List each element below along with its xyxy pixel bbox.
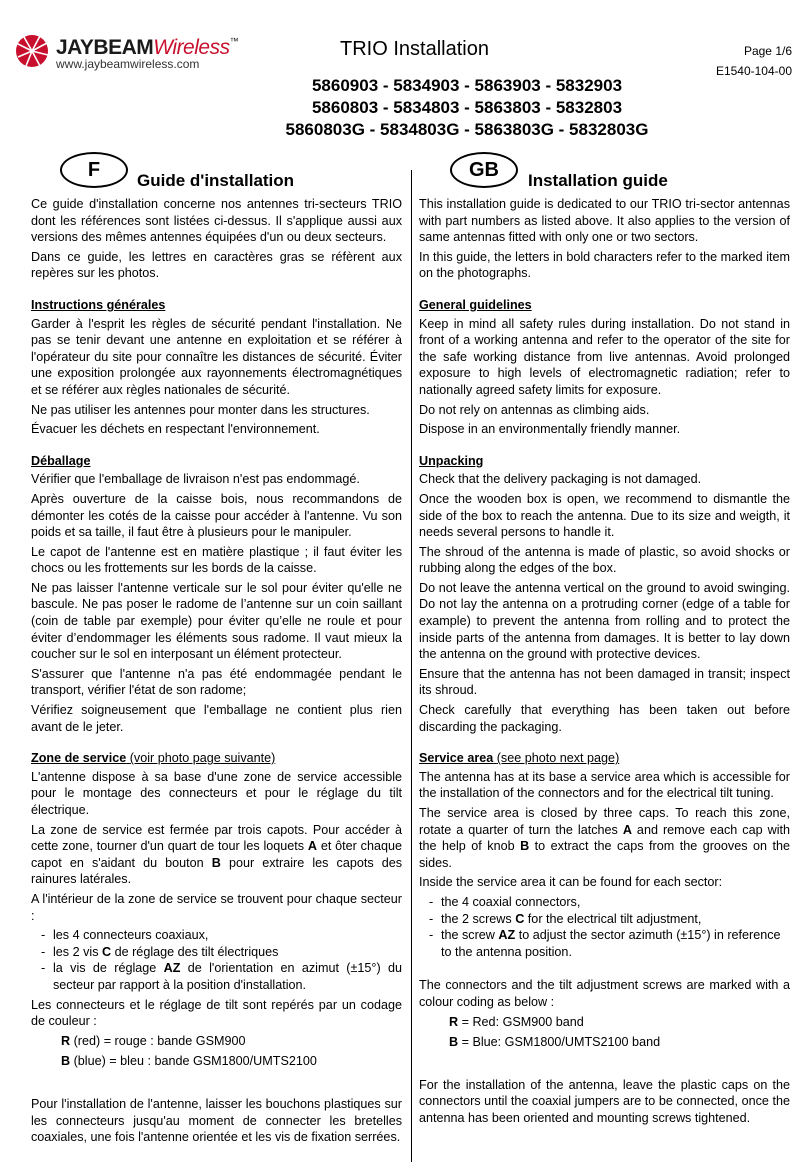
paragraph: Après ouverture de la caisse bois, nous recommandons de démonter les cotés de la caisse pour accéder à l'antenne. Vu son poids et sa taille, il faut être à plusieurs pour le manipuler. [31, 491, 402, 540]
paragraph: Ne pas laisser l'antenne verticale sur le sol pour éviter qu'elle ne bascule. Ne pas poser le radome de l’antenne sur un coin saillant (coin de table par exemple) pour éviter qu’elle ne roule et pour éviter d’endommager les éléments sous radome. Il vaut mieux la coucher sur le sol en interposant un élément protecteur. [31, 580, 402, 662]
unpacking-title: Unpacking [419, 453, 484, 468]
brand-main: JAYBEAM [56, 36, 154, 59]
spacer [31, 1074, 402, 1096]
marker-az: AZ [163, 961, 181, 976]
list-item: - the 4 coaxial connectors, [419, 894, 790, 911]
text-run: pour extraire les capots des rainures latérales. [31, 855, 403, 887]
paragraph [419, 805, 790, 871]
marker-b: B [211, 855, 221, 870]
text-run: de réglage des tilt électriques [111, 944, 279, 959]
code-letter: R [61, 1033, 71, 1048]
spacer [419, 963, 790, 977]
paragraph: Do not leave the antenna vertical on the ground to avoid swinging. Do not lay the antenna on a protruding corner (edge of a table for example) to prevent the antenna from rolling and to protect the inside parts of the antenna from damages. It is better to lay down the antenna on the ground with protective devices. [419, 580, 790, 662]
brand-logo [14, 33, 244, 73]
brand-wireless: Wireless [153, 36, 230, 59]
text-run: de l'orientation en azimut (±15°) du secteur par rapport à la position d'installation. [53, 961, 402, 992]
service-area-title-text: Service area [419, 751, 494, 766]
service-area-title [31, 750, 402, 767]
english-column [419, 196, 790, 1130]
document-title: TRIO Installation [340, 38, 489, 60]
components-list [31, 927, 402, 993]
section-heading-en: Installation guide [528, 171, 668, 190]
text-run: and remove each cap with the help of knob [419, 822, 790, 854]
paragraph: Inside the service area it can be found for each sector: [419, 875, 723, 890]
intro-paragraph: In this guide, the letters in bold characters refer to the marked item on the photographs. [419, 249, 790, 281]
code-letter: B [61, 1054, 71, 1069]
intro-paragraph: Ce guide d'installation concerne nos antennes tri-secteurs TRIO dont les références sont listées ci-dessus. Il s'applique aussi aux versions des mêmes antennes équipées d'un ou deux secteurs. [31, 197, 402, 245]
logo-fan-icon [14, 33, 54, 69]
text-run: The service area is closed by three caps. To reach this zone, rotate a quarter of turn the latches [419, 806, 790, 837]
list-item [419, 911, 790, 928]
code-text: = Red: GSM900 band [458, 1014, 584, 1029]
code-text: (blue) = bleu : bande GSM1800/UMTS2100 [70, 1054, 317, 1069]
code-letter: B [449, 1035, 459, 1050]
marker-b: B [520, 839, 530, 854]
color-code-red [419, 1014, 790, 1031]
code-letter: R [449, 1014, 459, 1029]
paragraph: Pour l'installation de l'antenne, laisser les bouchons plastiques sur les connecteurs jusqu'au moment de connecter les bretelles coaxiales, une fois l'antenne orientée et les vis de fixation serrées. [31, 1096, 402, 1145]
paragraph: Le capot de l'antenne est en matière plastique ; il faut éviter les chocs ou les frottements sur les bords de la caisse. [31, 544, 402, 576]
service-area-title-text: Zone de service [31, 751, 127, 766]
paragraph: Les connecteurs et le réglage de tilt sont repérés par un codage de couleur : [31, 997, 402, 1029]
document-reference: E1540-104-00 [715, 64, 792, 78]
text-run: to adjust the sector azimuth (±15°) in reference to the antenna position. [441, 928, 781, 959]
marker-c: C [102, 944, 112, 959]
marker-a: A [307, 839, 318, 854]
general-guidelines-title: General guidelines [419, 297, 532, 312]
text-run: the screw [441, 928, 499, 943]
paragraph: The connectors and the tilt adjustment screws are marked with a colour coding as below : [419, 978, 790, 1009]
paragraph: Vérifier que l'emballage de livraison n'est pas endommagé. [31, 472, 360, 487]
part-numbers-line-3: 5860803G - 5834803G - 5863803G - 5832803G [285, 120, 649, 139]
paragraph: A l'intérieur de la zone de service se trouvent pour chaque secteur : [31, 891, 402, 923]
code-text: (red) = rouge : bande GSM900 [70, 1033, 246, 1048]
unpacking-title: Déballage [31, 453, 91, 468]
paragraph: Garder à l'esprit les règles de sécurité pendant l'installation. Ne pas se tenir devant une antenne en exploitation et se référer à l'opérateur du site pour connaître les distances de sécurité. Éviter une exposition prolongée aux rayonnements électromagnétiques et se référer aux règles nationales de sécurité. [31, 316, 402, 397]
general-guidelines-title: Instructions générales [31, 297, 166, 312]
text-run: les 2 vis [53, 944, 102, 959]
paragraph: S'assurer que l'antenne n'a pas été endommagée pendant le transport, vérifier l'état de son radome; [31, 666, 402, 698]
paragraph: Keep in mind all safety rules during installation. Do not stand in front of a working antenna and refer to the operator of the site for the safe working distance from live antennas. Avoid prolonged exposure to high levels of electromagnetic radiation; refer to nationally agreed safety limits for exposure. [419, 316, 790, 397]
intro-paragraph: Dans ce guide, les lettres en caractères gras se réfèrent aux repères sur les photos. [31, 249, 402, 281]
paragraph: Check that the delivery packaging is not damaged. [419, 472, 702, 487]
page-number: Page 1/6 [743, 44, 792, 58]
brand-url[interactable]: www.jaybeamwireless.com [56, 57, 200, 71]
list-item [419, 927, 790, 960]
marker-az: AZ [498, 928, 516, 943]
part-numbers-line-2: 5860803 - 5834803 - 5863803 - 5832803 [311, 98, 623, 117]
language-badge-fr: F [60, 152, 128, 188]
paragraph: L'antenne dispose à sa base d'une zone de service accessible pour le montage des connecteurs et pour le réglage du tilt électrique. [31, 769, 402, 817]
paragraph: Dispose in an environmentally friendly manner. [419, 422, 681, 437]
spacer [419, 1055, 790, 1077]
french-column [31, 196, 402, 1149]
language-badge-gb: GB [450, 152, 518, 188]
service-area-subtitle: (see photo next page) [496, 751, 620, 766]
marker-c: C [515, 911, 525, 926]
components-list [419, 894, 790, 960]
paragraph: Évacuer les déchets en respectant l'environnement. [31, 422, 320, 437]
paragraph: Once the wooden box is open, we recommend to dismantle the side of the box to reach the antenna. Due to its size and weigth, it needs several persons to handle it. [419, 491, 790, 540]
text-run: et ôter chaque capot en s'aidant du bouton [31, 839, 402, 870]
paragraph: The antenna has at its base a service area which is accessible for the installation of the connectors and for the electrical tilt tuning. [419, 769, 790, 801]
marker-a: A [622, 822, 632, 837]
text-run: to extract the caps from the grooves on the sides. [419, 839, 790, 870]
paragraph: Ensure that the antenna has not been damaged in transit; inspect its shroud. [419, 666, 790, 698]
paragraph: Do not rely on antennas as climbing aids. [419, 402, 650, 417]
brand-tm: ™ [229, 36, 239, 46]
part-numbers-line-1: 5860903 - 5834903 - 5863903 - 5832903 [311, 76, 623, 95]
text-run: la vis de réglage [53, 961, 164, 976]
section-heading-fr: Guide d'installation [137, 171, 295, 190]
text-run: La zone de service est fermée par trois capots. Pour accéder à cette zone, tourner d'un quart de tour les loquets [31, 822, 402, 854]
list-item [31, 960, 402, 993]
paragraph: Ne pas utiliser les antennes pour monter dans les structures. [31, 402, 370, 417]
service-area-subtitle: (voir photo page suivante) [129, 751, 276, 766]
code-text: = Blue: GSM1800/UMTS2100 band [458, 1035, 661, 1050]
paragraph: The shroud of the antenna is made of plastic, so avoid shocks or rubbing along the edges of the box. [419, 544, 790, 576]
list-item: - les 4 connecteurs coaxiaux, [31, 927, 402, 944]
paragraph: Check carefully that everything has been taken out before discarding the packaging. [419, 703, 790, 734]
intro-paragraph: This installation guide is dedicated to our TRIO tri-sector antennas with part numbers as listed above. It also applies to the version of same antennas fitted with only one or two sectors. [419, 197, 790, 245]
list-item [31, 944, 402, 961]
paragraph: For the installation of the antenna, leave the plastic caps on the connectors until the coaxial jumpers are to be connected, once the antenna has been oriented and mounting screws tightened. [419, 1077, 790, 1125]
paragraph [31, 822, 402, 888]
paragraph: Vérifiez soigneusement que l'emballage ne contient plus rien avant de le jeter. [31, 703, 402, 734]
color-code-blue [419, 1034, 790, 1051]
service-area-title [419, 750, 790, 767]
text-run: for the electrical tilt adjustment, [524, 911, 702, 926]
column-divider [411, 170, 412, 1162]
color-code-red [31, 1033, 402, 1050]
color-code-blue [31, 1053, 402, 1070]
text-run: the 2 screws [441, 911, 516, 926]
